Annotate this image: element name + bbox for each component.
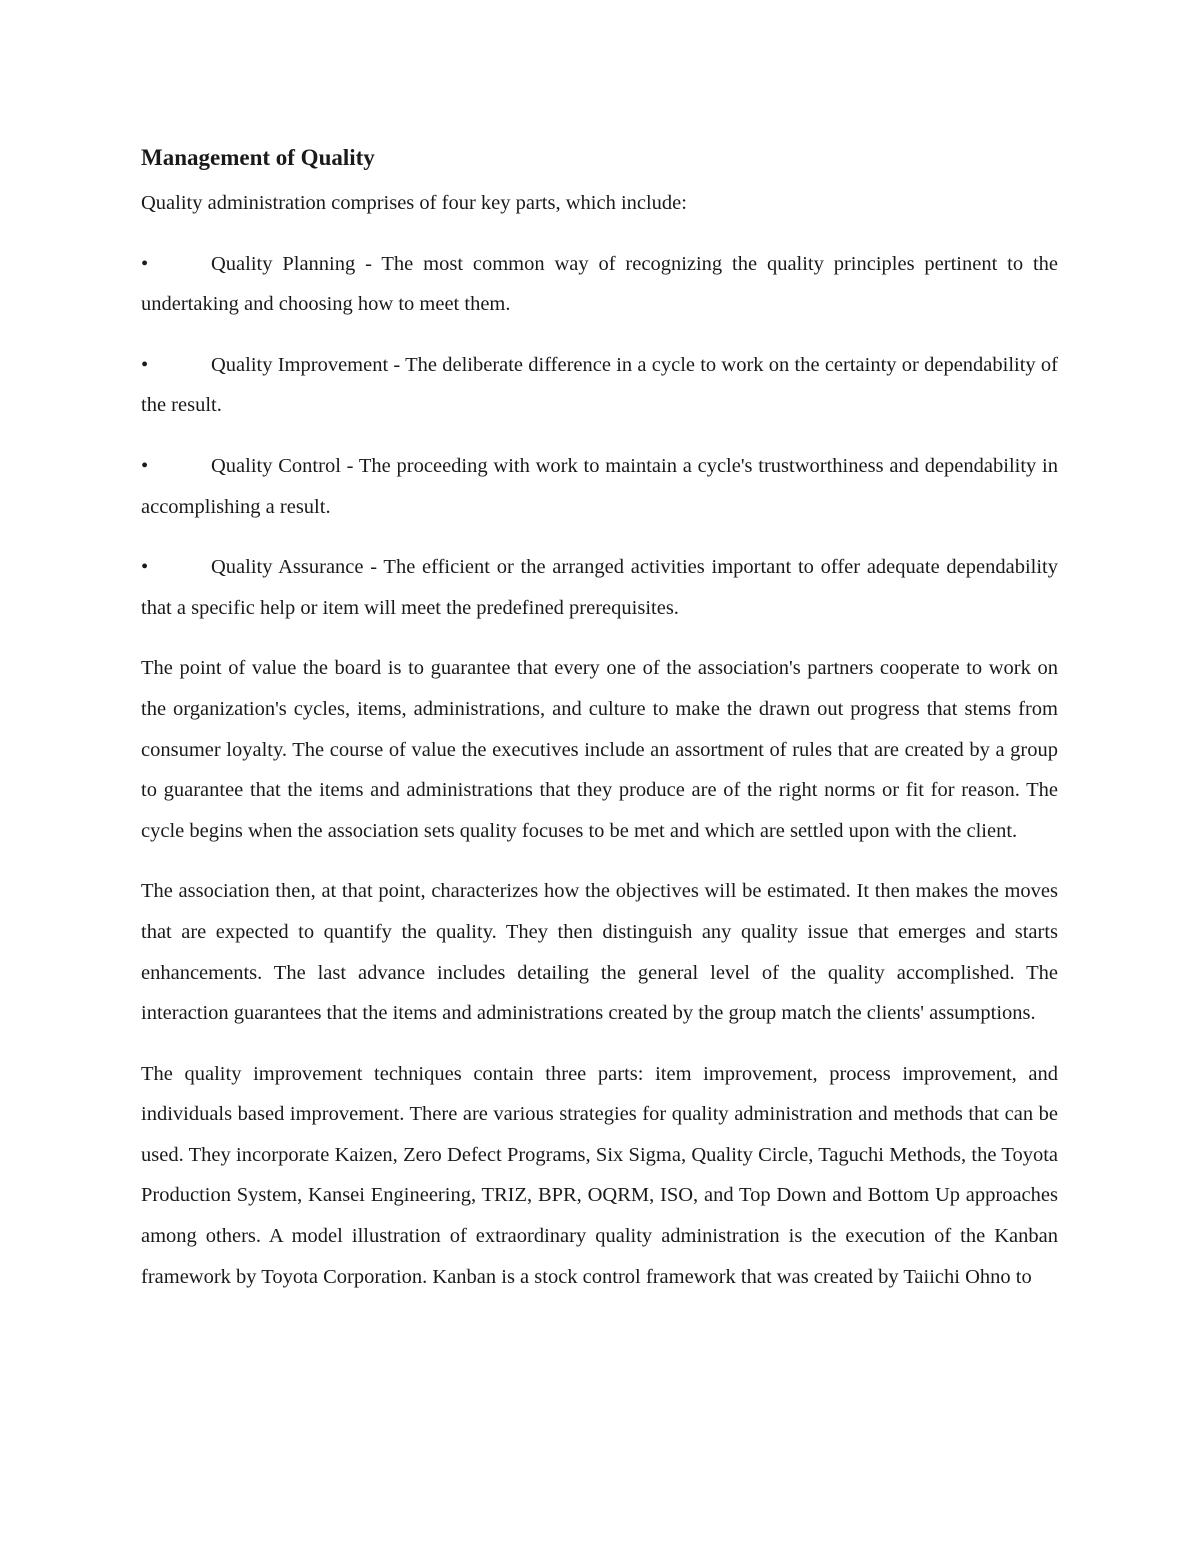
bullet-icon: • — [141, 252, 149, 275]
body-paragraph-2: The association then, at that point, characterizes how the objectives will be estimated. It then makes the moves that are expected to quantify the quality. They then distinguish any quality issue that emerges and starts enhancements. The last advance includes detailing the general level of the quality accomplished. The interaction guarantees that the items and administrations created by the group match the clients' assumptions. — [141, 880, 1058, 1025]
bullet-text: Quality Planning - The most common way of recognizing the quality principles pertinent to the undertaking and choosing how to meet them. — [141, 252, 1058, 316]
document-page — [141, 138, 1058, 1317]
document-title: Management of Quality — [141, 145, 375, 170]
body-paragraph-3: The quality improvement techniques contain three parts: item improvement, process improvement, and individuals based improvement. There are various strategies for quality administration and methods that can be used. They incorporate Kaizen, Zero Defect Programs, Six Sigma, Quality Circle, Taguchi Methods, the Toyota Production System, Kansei Engineering, TRIZ, BPR, OQRM, ISO, and Top Down and Bottom Up approaches among others. A model illustration of extraordinary quality administration is the execution of the Kanban framework by Toyota Corporation. Kanban is a stock control framework that was created by Taiichi Ohno to — [141, 1062, 1058, 1288]
bullet-icon: • — [141, 556, 149, 579]
body-paragraph-1: The point of value the board is to guarantee that every one of the association's partners cooperate to work on the organization's cycles, items, administrations, and culture to make the drawn out progress that stems from consumer loyalty. The course of value the executives include an assortment of rules that are created by a group to guarantee that the items and administrations that they produce are of the right norms or fit for reason. The cycle begins when the association sets quality focuses to be met and which are settled upon with the client. — [141, 657, 1058, 842]
bullet-icon: • — [141, 353, 149, 376]
bullet-item-quality-control — [141, 446, 1058, 527]
bullet-item-quality-improvement — [141, 345, 1058, 426]
bullet-item-quality-assurance — [141, 547, 1058, 628]
bullet-icon: • — [141, 454, 149, 477]
bullet-item-quality-planning — [141, 244, 1058, 325]
bullet-text: Quality Assurance - The efficient or the arranged activities important to offer adequate dependability that a specific help or item will meet the predefined prerequisites. — [141, 556, 1058, 619]
bullet-text: Quality Control - The proceeding with work to maintain a cycle's trustworthiness and dependability in accomplishing a result. — [141, 454, 1058, 518]
bullet-text: Quality Improvement - The deliberate difference in a cycle to work on the certainty or dependability of the result. — [141, 353, 1058, 417]
intro-paragraph: Quality administration comprises of four key parts, which include: — [141, 192, 687, 214]
